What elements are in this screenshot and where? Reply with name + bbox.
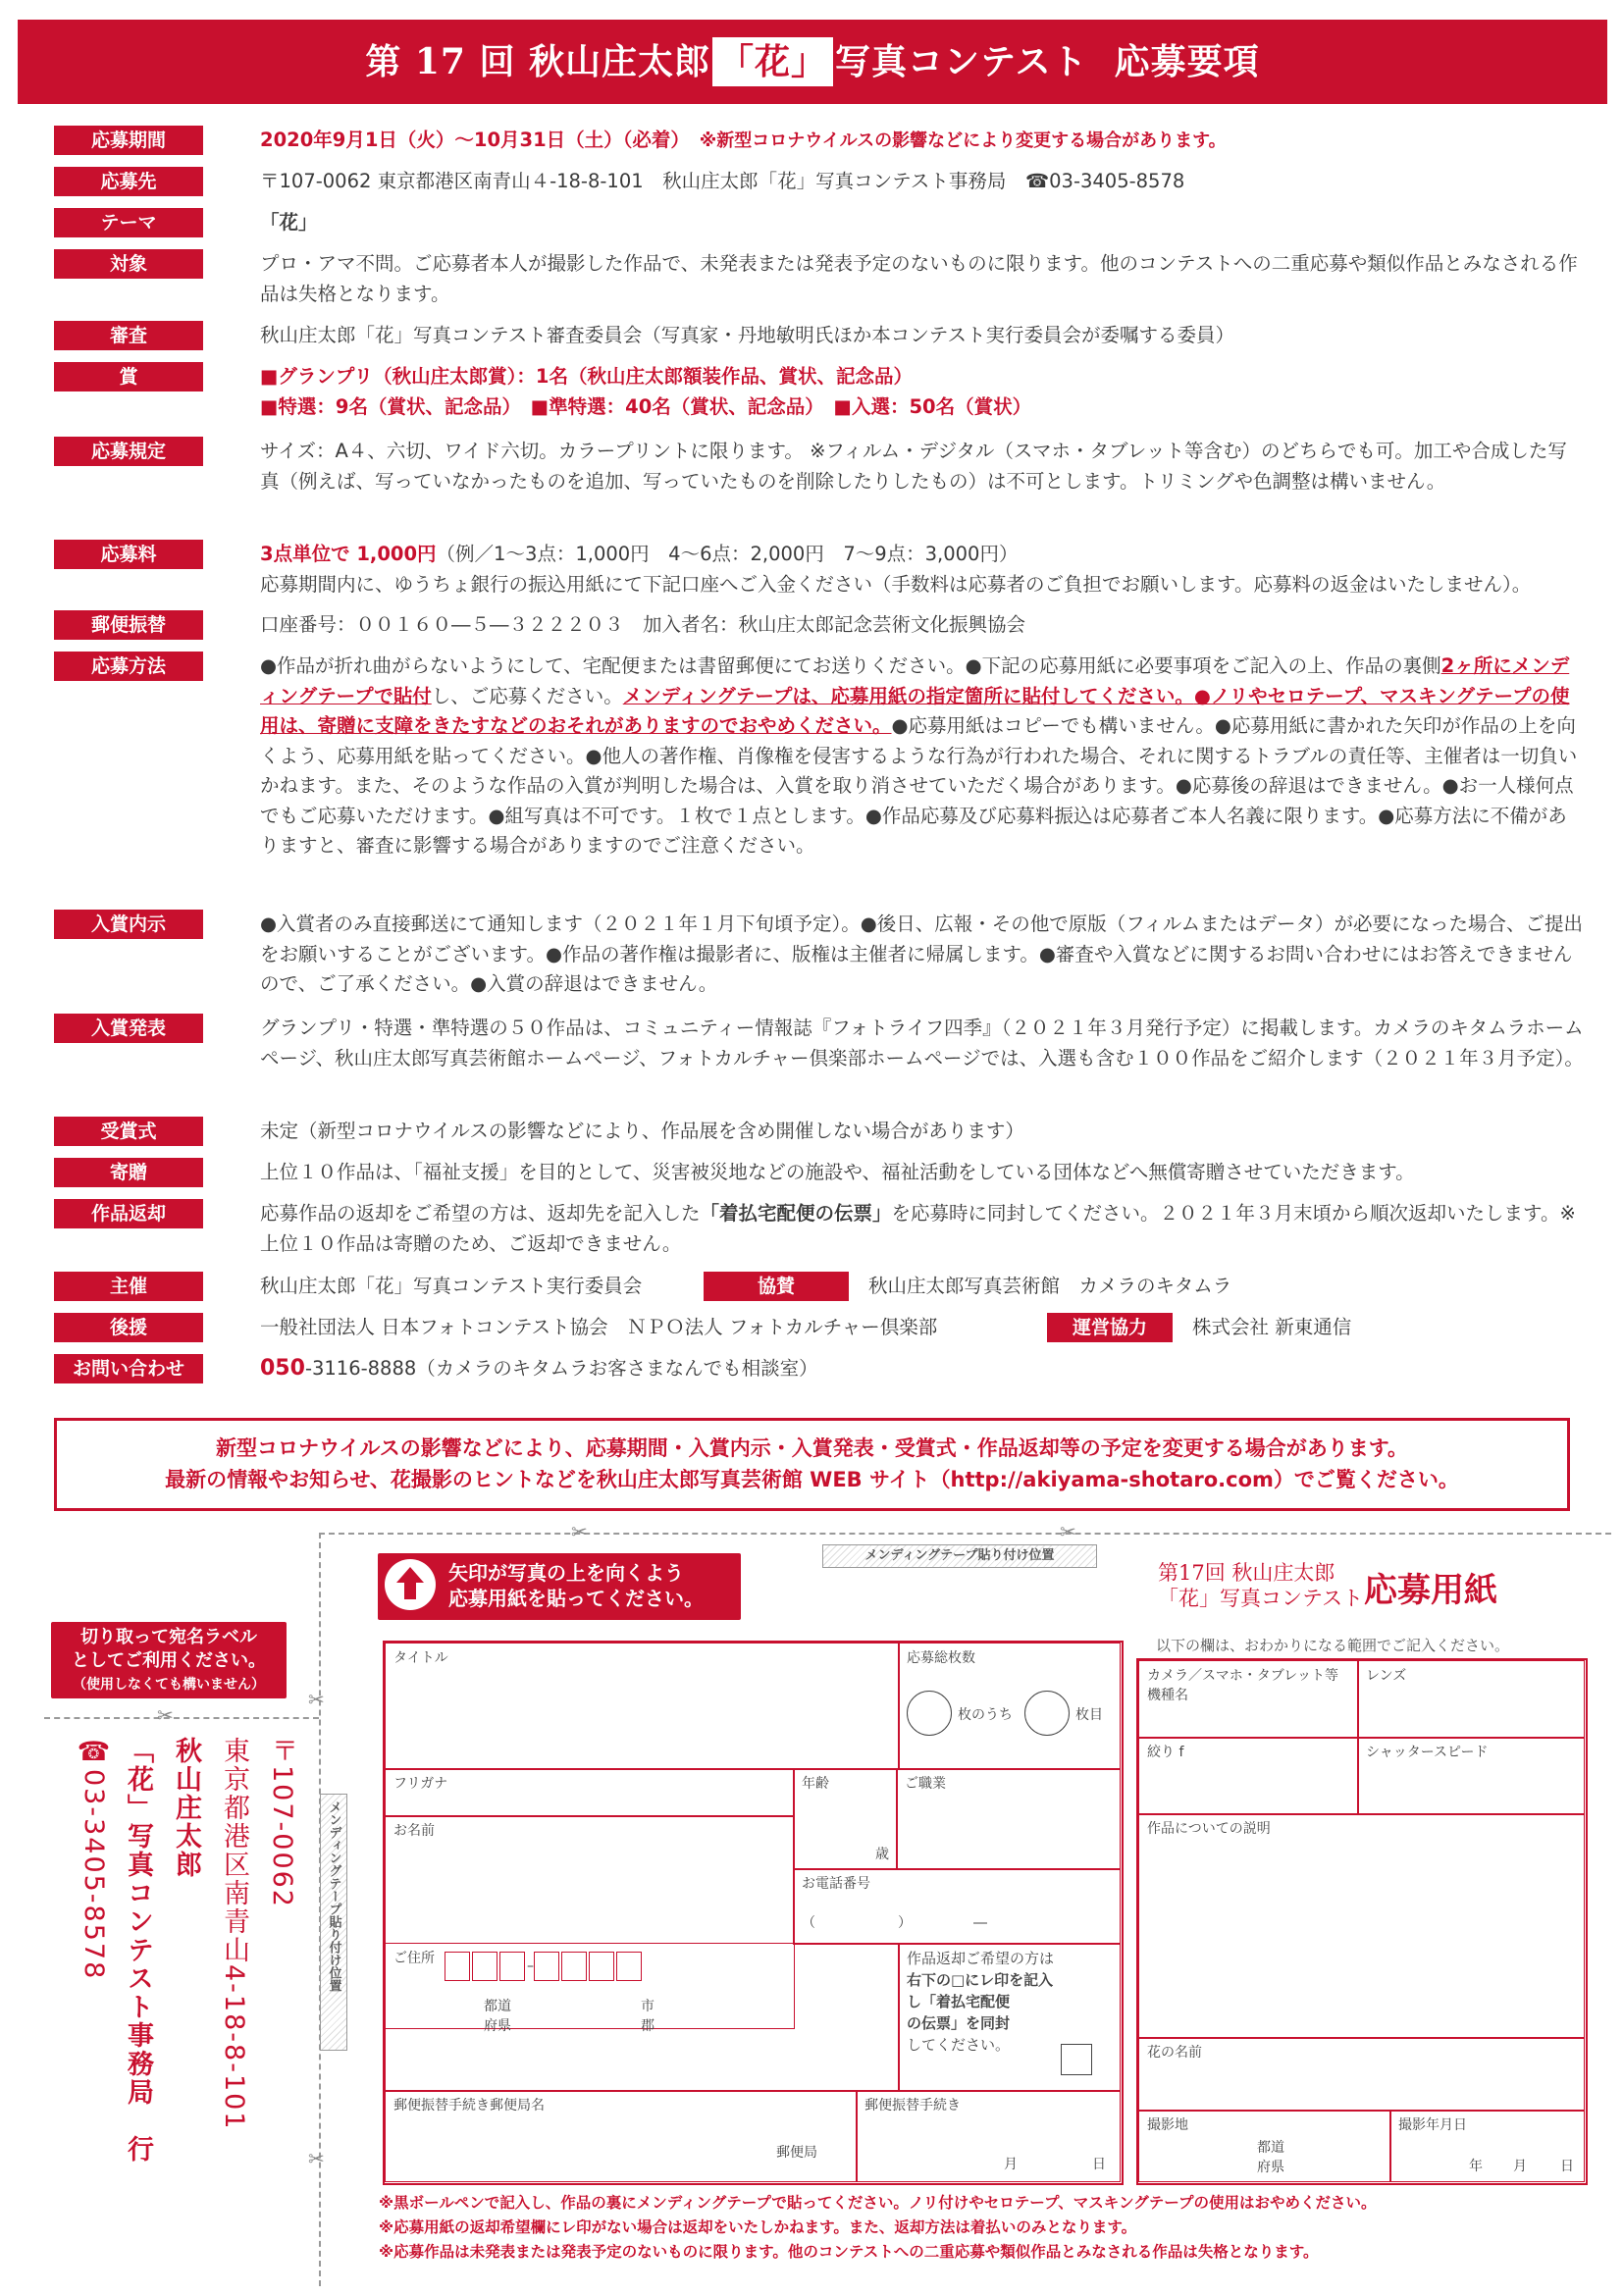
addr-fuken: 府県 [484,2018,511,2034]
field-flower[interactable] [1138,2037,1585,2112]
label-prizes: 賞 [54,362,203,391]
theme-text: 「花」 [260,211,318,234]
notice-box [54,1418,1570,1511]
mending-tape-top: メンディングテープ貼り付け位置 [822,1544,1097,1568]
scissors-icon: ✂ [571,1520,588,1543]
label-destination: 応募先 [54,167,203,196]
label-operation: 運営協力 [1047,1313,1173,1342]
label-support: 後援 [54,1313,203,1342]
row-method [54,652,1584,861]
label-contact: お問い合わせ [54,1354,203,1383]
prize-line-2: ■特選：9名（賞状、記念品） ■準特選：40名（賞状、記念品） ■入選：50名（賞状） [260,394,1032,418]
banner-middle: 写真コンテスト [835,41,1088,82]
destination-text: 〒107‐0062 東京都港区南青山４‐18‐8‐101 秋山庄太郎「花」写真コンテスト事務局 ☎03‐3405‐8578 [260,170,1185,192]
addr-gun: 郡 [641,2018,654,2034]
method-p4: メンディングテープは、応募用紙の指定箇所に貼付してください。 [622,684,1194,707]
field-occupation[interactable] [896,1768,1121,1870]
cut-line-label [44,1717,319,1719]
fee-example: （例／1〜3点：1,000円 4〜6点：2,000円 7〜9点：3,000円） [436,543,1019,565]
field-description-label: 作品についての説明 [1147,1821,1271,1837]
support-text: 一般社団法人 日本フォトコンテスト協会 ＮＰＯ法人 フォトカルチャー倶楽部 [260,1316,938,1338]
field-total-label: 応募総枚数 [907,1650,975,1666]
label-zip: 〒107-0062 [267,1737,297,1908]
field-address-label: ご住所 [393,1951,435,1966]
notice-line-1: 新型コロナウイルスの影響などにより、応募期間・入賞内示・入賞発表・受賞式・作品返却等の予定を変更する場合があります。 [215,1436,1409,1460]
field-furigana-label: フリガナ [393,1776,448,1792]
field-shutter-label: シャッタースピード [1366,1745,1489,1760]
post-month: 月 [1004,2157,1018,2172]
label-notification: 入賞内示 [54,910,203,939]
donation-text: 上位１０作品は、「福祉支援」を目的として、災害被災地などの施設や、福祉活動をしている団体などへ無償寄贈させていただきます。 [260,1161,1415,1183]
date-year: 年 [1469,2159,1483,2174]
loc-todo: 都道 [1257,2140,1284,2156]
field-post-office-label: 郵便振替手続き郵便局名 [393,2098,545,2113]
field-date[interactable] [1389,2110,1585,2182]
fee-bold: 3点単位で 1,000円 [260,543,437,565]
method-p1: ●作品が折れ曲がらないようにして、宅配便または書留郵便にてお送りください。●下記の応募用紙に必要事項をご記入の上、作品の裏側 [260,654,1441,677]
field-post-date-label: 郵便振替手続き [864,2098,961,2113]
entry-form-left [383,1641,1124,2185]
total-count-circle[interactable] [907,1691,952,1736]
row-announcement [54,1014,1584,1073]
arrow-line-1: 矢印が写真の上を向くよう [448,1561,684,1585]
notice-line-2: 最新の情報やお知らせ、花撮影のヒントなどを秋山庄太郎写真芸術館 WEB サイト（http://akiyama-shotaro.com）でご覧ください。 [165,1468,1459,1491]
addr-todo: 都道 [484,1999,511,2014]
label-name: 秋山庄太郎 [171,1737,201,1879]
label-address: 東京都港区南青山4-18-8-101 [219,1737,249,2131]
post-day: 日 [1092,2157,1106,2172]
method-p2: 2ヶ所にメンディングテープで貼付 [260,654,1570,707]
return-req-2: 右下の□にレ印を記入 [907,1971,1054,1989]
contact-phone-prefix: 050 [260,1356,305,1381]
return-request [898,1943,1121,2092]
addr-shi: 市 [641,1999,654,2014]
field-phone[interactable] [793,1868,1121,1945]
label-method: 応募方法 [54,652,203,681]
label-eligibility: 対象 [54,249,203,279]
return-t3: を応募時に同封してください。２０２１年３月末頃から順次返却いたします。※上位１０作品は寄贈のため、ご返却できません。 [260,1202,1576,1255]
period-note: ※新型コロナウイルスの影響などにより変更する場合があります。 [699,130,1227,151]
field-flower-label: 花の名前 [1147,2045,1202,2061]
field-camera[interactable] [1138,1660,1359,1739]
method-p6: ●応募用紙はコピーでも構いません。●応募用紙に書かれた矢印が作品の上を向くよう、応募用紙を貼ってください。●他人の著作権、肖像権を侵害するような行為が行われた場合、それに関するトラブルの責任等、主催者は一切負いかねます。また、そのような作品の入賞が判明した場合は、入賞を取り消させていただく場合があります。●応募後の辞退はできません。●お一人様何点でもご応募いただけます。●組写真は不可です。１枚で１点とします。●作品応募及び応募料振込は応募者ご本人名義に限ります。●応募方法に不備がありますと、審査に影響する場合がありますのでご注意ください。 [260,714,1578,857]
field-fstop[interactable] [1138,1737,1359,1815]
return-req-3: し「着払宅配便 [907,1993,1011,2010]
field-post-date[interactable] [856,2090,1121,2182]
field-lens[interactable] [1357,1660,1585,1739]
field-title[interactable] [385,1643,900,1770]
field-age-label: 年齢 [802,1776,829,1792]
mending-tape-side-label: メンディングテープ貼り付け位置 [326,1800,341,1992]
field-location-label: 撮影地 [1147,2117,1188,2133]
field-post-office[interactable] [385,2090,858,2182]
cut-line-horizontal [319,1533,1611,1535]
arrow-line-2: 応募用紙を貼ってください。 [448,1587,704,1610]
scissors-icon: ✂ [1060,1520,1076,1543]
announcement-text: グランプリ・特選・準特選の５０作品は、コミュニティー情報誌『フォトライフ四季』（２０２１年３月発行予定）に掲載します。カメラのキタムラホームページ、秋山庄太郎写真芸術館ホームページ、フォトカルチャー倶楽部ホームページでは、入選も含む１００作品をご紹介します（２０２１年３月予定）。 [260,1017,1584,1070]
method-p3: し、ご応募ください。 [431,684,623,707]
date-day: 日 [1560,2159,1574,2174]
row-period [54,126,1584,157]
form-title-line-2: 「花」写真コンテスト [1158,1587,1364,1610]
operation-text: 株式会社 新東通信 [1192,1316,1352,1338]
field-shutter[interactable] [1357,1737,1585,1815]
cut-note-3: （使用しなくても構いません） [73,1677,265,1693]
row-destination [54,167,1584,197]
scissors-icon: ✂ [308,1688,325,1711]
address-label [79,1737,297,2281]
field-age[interactable] [793,1768,898,1870]
row-return [54,1199,1584,1259]
method-p5: ●ノリやセロテープ、マスキングテープの使用は、寄贈に支障をきたすなどのおそれがありますのでおやめください。 [260,684,1570,737]
label-fee: 応募料 [54,540,203,569]
row-donation [54,1158,1584,1188]
field-location[interactable] [1138,2110,1391,2182]
eligibility-text: プロ・アマ不問。ご応募者本人が撮影した作品で、未発表または発表予定のないものに限ります。他のコンテストへの二重応募や類似作品とみなされる作品は失格となります。 [260,252,1578,305]
field-fstop-label: 絞り f [1147,1745,1184,1760]
row-theme [54,208,1584,238]
field-description[interactable] [1138,1813,1585,2039]
cut-note-2: としてご利用ください。 [72,1650,266,1671]
postal-transfer-text: 口座番号：００１６０―５―３２２２０３ 加入者名：秋山庄太郎記念芸術文化振興協会 [260,613,1026,636]
label-rules: 応募規定 [54,437,203,466]
label-postal-transfer: 郵便振替 [54,610,203,640]
label-judging: 審査 [54,321,203,350]
return-req-1: 作品返却ご希望の方は [907,1950,1055,1967]
footer-note-3: ※応募作品は未発表または発表予定のないものに限ります。他のコンテストへの二重応募や類似作品とみなされる作品は失格となります。 [379,2243,1319,2261]
fee-note: 応募期間内に、ゆうちょ銀行の振込用紙にて下記口座へご入金ください（手数料は応募者のご負担でお願いします。応募料の返金はいたしません）。 [260,572,1532,596]
scissors-icon: ✂ [157,1703,174,1727]
field-phone-format: （ ） ― [802,1915,987,1931]
form-title-big: 応募用紙 [1364,1571,1497,1610]
row-organizer [54,1272,1584,1302]
arrow-up-icon [385,1559,436,1610]
current-count-circle[interactable] [1024,1691,1070,1736]
form-title [1158,1560,1497,1611]
label-theme: テーマ [54,208,203,237]
return-t1: 応募作品の返却をご希望の方は、返却先を記入した [260,1202,701,1225]
row-fee [54,540,1584,600]
row-judging [54,321,1584,351]
footer-note-1: ※黒ボールペンで記入し、作品の裏にメンディングテープで貼ってください。ノリ付けやセロテープ、マスキングテープの使用はおやめください。 [379,2194,1377,2212]
footer-note-2: ※応募用紙の返却希望欄にレ印がない場合は返却をいたしかねます。また、返却方法は着払いのみとなります。 [379,2218,1137,2236]
row-contact [54,1354,1584,1384]
header-banner [18,20,1607,104]
field-address[interactable]: ご住所 – 都道 府県 市 郡 [385,1943,900,2092]
row-rules [54,437,1584,496]
period-text: 2020年9月1日（火）〜10月31日（土）（必着） [260,129,681,151]
form-title-line-1: 第17回 秋山庄太郎 [1158,1561,1335,1585]
mending-tape-side [320,1794,347,2051]
ceremony-text: 未定（新型コロナウイルスの影響などにより、作品展を含め開催しない場合があります） [260,1120,1024,1142]
field-phone-label: お電話番号 [802,1876,870,1892]
entry-form-right [1136,1658,1588,2185]
return-checkbox[interactable] [1061,2044,1092,2075]
label-tel: ☎03‐3405‐8578 [79,1737,109,1981]
return-req-4: の伝票」を同封 [907,2014,1011,2032]
scissors-icon: ✂ [308,2147,325,2170]
sponsor-text: 秋山庄太郎写真芸術館 カメラのキタムラ [868,1275,1232,1297]
total-of-label: 枚のうち [958,1707,1013,1723]
contact-phone: ‐3116‐8888（カメラのキタムラお客さまなんでも相談室） [304,1357,818,1380]
form-footer-notes [379,2191,1377,2265]
judging-text: 秋山庄太郎「花」写真コンテスト審査委員会（写真家・丹地敏明氏ほか本コンテスト実行委員会が委嘱する委員） [260,324,1234,346]
return-req-5: してください。 [907,2036,1011,2054]
loc-fuken: 府県 [1257,2160,1284,2175]
row-notification [54,910,1584,1000]
cut-label-note [51,1622,287,1698]
field-occupation-label: ご職業 [905,1776,946,1792]
row-eligibility [54,249,1584,309]
label-donation: 寄贈 [54,1158,203,1187]
label-return: 作品返却 [54,1199,203,1228]
label-period: 応募期間 [54,126,203,155]
row-prizes [54,362,1584,422]
label-office: 「花」写真コンテスト事務局 行 [123,1737,153,2164]
return-t2: 「着払宅配便の伝票」 [700,1202,892,1225]
banner-suffix: 応募要項 [1114,42,1260,82]
row-support [54,1313,1584,1343]
field-title-label: タイトル [393,1650,448,1666]
form-subtitle: 以下の欄は、おわかりになる範囲でご記入ください。 [1156,1637,1510,1654]
field-total[interactable] [898,1643,1121,1770]
field-date-label: 撮影年月日 [1398,2117,1467,2133]
organizer-text: 秋山庄太郎「花」写真コンテスト実行委員会 [260,1275,643,1297]
label-organizer: 主催 [54,1272,203,1301]
field-camera-label: カメラ／スマホ・タブレット等機種名 [1147,1668,1339,1703]
label-announcement: 入賞発表 [54,1014,203,1043]
field-lens-label: レンズ [1366,1668,1407,1684]
prize-line-1: ■グランプリ（秋山庄太郎賞）：1名（秋山庄太郎額装作品、賞状、記念品） [260,365,913,388]
field-age-unit: 歳 [875,1847,889,1862]
banner-hana: 「花」 [712,37,833,86]
post-office-suffix: 郵便局 [776,2145,817,2161]
field-furigana[interactable] [385,1768,795,1817]
row-ceremony [54,1117,1584,1147]
rules-text: サイズ：A４、六切、ワイド六切。カラープリントに限ります。 ※フィルム・デジタル（スマホ・タブレット等含む）のどちらでも可。加工や合成した写真（例えば、写っていなかったものを追加、写っていたものを削除したりしたもの）は不可とします。トリミングや色調整は構いません。 [260,440,1567,493]
field-name-label: お名前 [393,1823,435,1839]
total-mai-label: 枚目 [1075,1707,1103,1723]
row-postal-transfer [54,610,1584,641]
date-month: 月 [1513,2159,1527,2174]
label-ceremony: 受賞式 [54,1117,203,1146]
banner-prefix: 第 17 回 秋山庄太郎 [365,41,711,82]
cut-note-1: 切り取って宛名ラベル [80,1627,257,1647]
label-sponsor: 協賛 [704,1272,849,1301]
notification-text: ●入賞者のみ直接郵送にて通知します（２０２１年１月下旬頃予定）。●後日、広報・その他で原版（フィルムまたはデータ）が必要になった場合、ご提出をお願いすることがございます。●作品の著作権は撮影者に、版権は主催者に帰属します。●審査や入賞などに関するお問い合わせにはお答えできませんので、ご了承ください。●入賞の辞退はできません。 [260,913,1583,995]
